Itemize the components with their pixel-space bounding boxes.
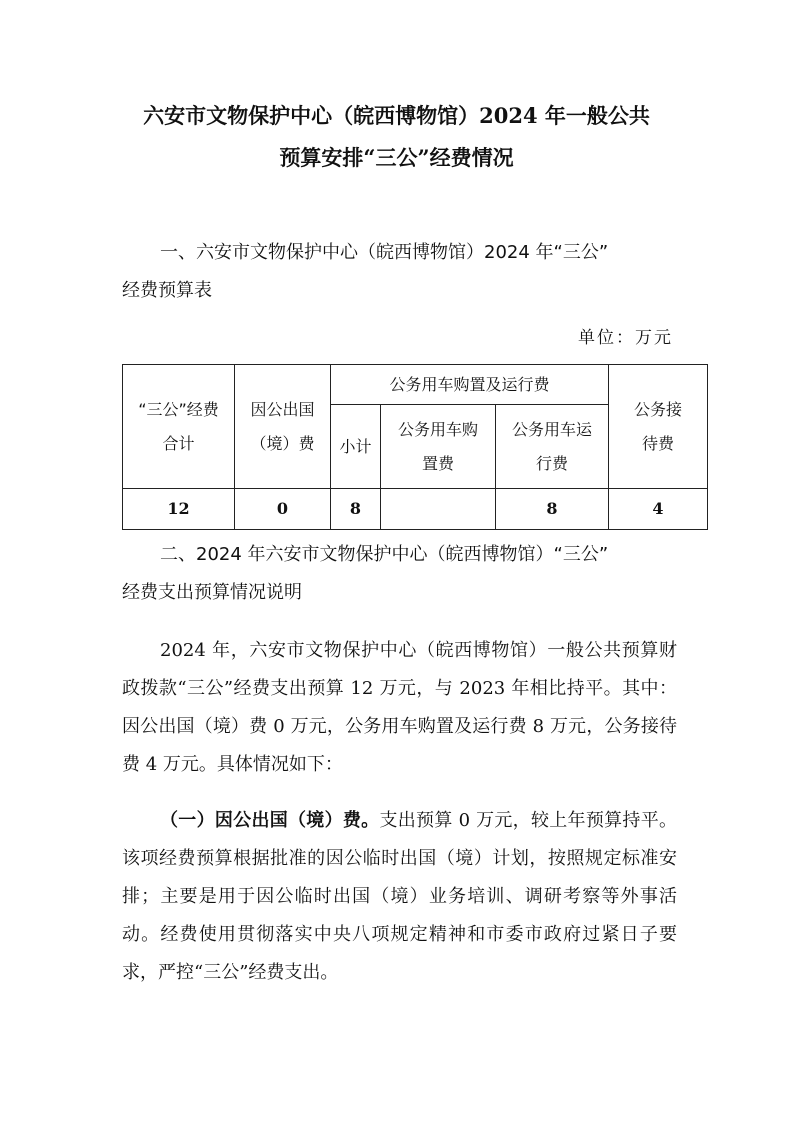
unit-label: 单位：万元 [578, 328, 673, 348]
header-reception: 公务接待费 [609, 365, 708, 489]
paragraph-abroad [122, 802, 677, 992]
document-title-line-2: 预算安排“三公”经费情况 [279, 145, 514, 170]
cell-abroad: 0 [235, 489, 331, 530]
section-1-heading-line-2: 经费预算表 [122, 280, 212, 301]
section-2-heading-line-1: 二、2024 年六安市文物保护中心（皖西博物馆）“三公” [160, 544, 609, 565]
cell-vehicle-operation: 8 [496, 489, 609, 530]
table-row [123, 489, 708, 530]
section-1-heading-line-1: 一、六安市文物保护中心（皖西博物馆）2024 年“三公” [160, 242, 609, 263]
header-vehicle-purchase: 公务用车购置费 [381, 405, 496, 489]
cell-reception: 4 [609, 489, 708, 530]
paragraph-summary: 2024 年，六安市文物保护中心（皖西博物馆）一般公共预算财政拨款“三公”经费支出预算 12 万元，与 2023 年相比持平。其中：因公出国（境）费 0 万元，公务用车购置及运行费 8 万元，公务接待费 4 万元。具体情况如下： [122, 640, 677, 775]
document-title-line-1: 六安市文物保护中心（皖西博物馆）2024 年一般公共 [143, 103, 650, 128]
budget-table [122, 364, 708, 530]
cell-total: 12 [123, 489, 235, 530]
item-1-text: 支出预算 0 万元，较上年预算持平。该项经费预算根据批准的因公临时出国（境）计划，按照规定标准安排；主要是用于因公临时出国（境）业务培训、调研考察等外事活动。经费使用贯彻落实中央八项规定精神和市委市政府过紧日子要求，严控“三公”经费支出。 [122, 810, 677, 983]
header-vehicle-group: 公务用车购置及运行费 [331, 365, 609, 405]
header-abroad: 因公出国（境）费 [235, 365, 331, 489]
section-2-heading-line-2: 经费支出预算情况说明 [122, 582, 302, 603]
header-vehicle-operation: 公务用车运行费 [496, 405, 609, 489]
header-total: “三公”经费合计 [123, 365, 235, 489]
header-subtotal: 小计 [331, 405, 381, 489]
cell-subtotal: 8 [331, 489, 381, 530]
cell-vehicle-purchase [381, 489, 496, 530]
item-1-label: （一）因公出国（境）费。 [160, 810, 380, 831]
